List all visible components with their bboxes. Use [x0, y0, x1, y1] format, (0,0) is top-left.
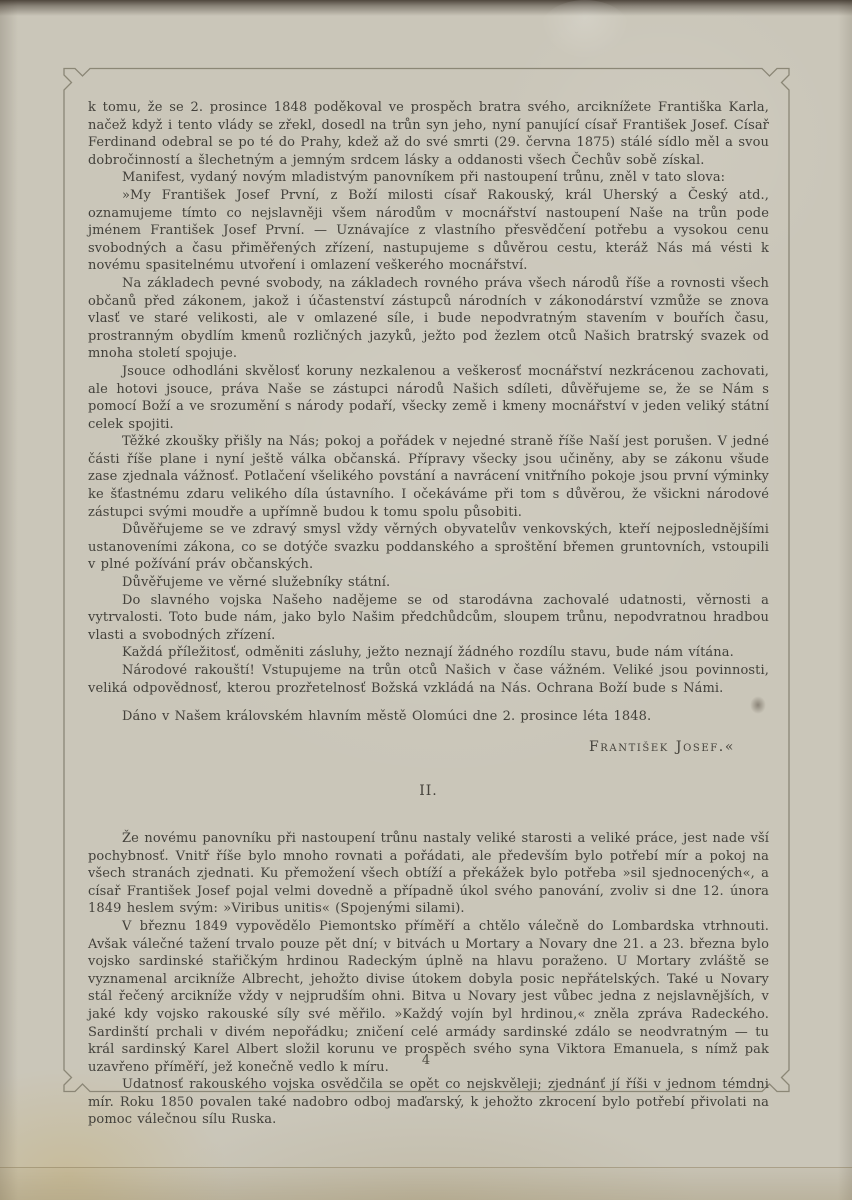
dateline: Dáno v Našem královském hlavním městě Olomúci dne 2. prosince léta 1848.	[122, 709, 652, 725]
body-paragraph: Udatnosť rakouského vojska osvědčila se opět co nejskvěleji; zjednánť jí říši v jednom témdni mír. Roku 1850 povalen také nadobro odboj maďarský, k jehožto zkrocení bylo potřebí přivolati na pomoc válečnou sílu Ruska.	[88, 1077, 769, 1128]
body-paragraph: Že novému panovníku při nastoupení trůnu nastaly veliké starosti a veliké práce, jest nade vší pochybnosť. Vnitř říše bylo mnoho rovnati a pořádati, ale především bylo potřebí mír a pokoj na všech stranách zjednati. Ku přemožení všech obtíží a překážek bylo potřeba »sil sjednocených«, a císař František Josef pojal velmi dovedně a případně úkol svého panování, zvoliv si dne 12. února 1849 heslem svým: »Viribus unitis« (Spojenými silami).	[88, 830, 769, 917]
body-paragraph: Do slavného vojska Našeho nadějeme se od starodávna zachovalé udatnosti, věrnosti a vytrvalosti. Toto bude nám, jako bylo Našim předchůdcům, sloupem trůnu, nepodvratnou hradbou vlasti a svobodných zřízení.	[88, 592, 769, 643]
text-content	[88, 99, 769, 1129]
body-paragraph: k tomu, že se 2. prosince 1848 poděkoval ve prospěch bratra svého, arciknížete Františka Karla, načež když i tento vlády se zřekl, dosedl na trůn syn jeho, nyní panující císař František Josef. Císař Ferdinand odebral se po té do Prahy, kdež až do své smrti (29. června 1875) stálé sídlo měl a svou dobročinností a šlechetným a jemným srdcem lásky a oddanosti všech Čechův sobě získal.	[88, 100, 769, 168]
body-paragraph: Každá příležitosť, odměniti zásluhy, ježto neznají žádného rozdílu stavu, bude nám vítána.	[122, 645, 734, 661]
scan-bottom-edge	[0, 1167, 852, 1200]
section-heading: II.	[419, 783, 438, 800]
body-paragraph: Jsouce odhodláni skvělosť koruny nezkalenou a veškerosť mocnářství nezkrácenou zachovati, ale hotovi jsouce, práva Naše se zástupci národů Našich sdíleti, důvěřujeme se, že se Nám s pomocí Boží a ve srozumění s národy podaří, všecky země i kmeny mocnářství v jeden veliký státní celek spojiti.	[88, 363, 769, 432]
signature: František Josef.«	[588, 738, 735, 755]
body-paragraph: V březnu 1849 vypovědělo Piemontsko příměří a chtělo válečně do Lombardska vtrhnouti. Avšak válečné tažení trvalo pouze pět dní; v bitvách u Mortary a Novary dne 21. a 23. března bylo vojsko sardinské stařičkým hrdinou Radeckým úplně na hlavu poraženo. U Mortary zvláště se vyznamenal arcikníže Albrecht, jehožto divise útokem dobyla posic nepřátelských. Také u Novary stál řečený arcikníže vždy v nejprudším ohni. Bitva u Novary jest vůbec jedna z nejslavnějších, v jaké kdy vojsko rakouské síly své měřilo. »Každý vojín byl hrdinou,« zněla zpráva Radeckého. Sardinští prchali v divém nepořádku; zničení celé armády sardinské zdálo se neodvratným — tu král sardinský Karel Albert složil korunu ve prospěch svého syna Viktora Emanuela, s nímž pak uzavřeno příměří, jež konečně vedlo k míru.	[88, 918, 769, 1075]
body-paragraph: Manifest, vydaný novým mladistvým panovníkem při nastoupení trůnu, zněl v tato slova:	[122, 170, 726, 186]
page-number: 4	[421, 1053, 431, 1068]
body-paragraph: Důvěřujeme se ve zdravý smysl vždy věrných obyvatelův venkovských, kteří nejposlednějšími ustanoveními zákona, co se dotýče svazku poddanského a sproštění břemen gruntovních, vstoupili v plné požívání práv občanských.	[88, 522, 769, 573]
body-paragraph: Těžké zkoušky přišly na Nás; pokoj a pořádek v nejedné straně říše Naší jest porušen. V jedné části říše plane i nyní ještě válka občanská. Přípravy všecky jsou učiněny, aby se zákonu všude zase zjednala vážnosť. Potlačení všelikého povstání a navrácení vnitřního pokoje jsou první výminky ke šťastnému zdaru velikého díla ústavního. I očekáváme při tom s důvěrou, že všickni národové zástupci svými moudře a upřímně budou k tomu spolu působiti.	[88, 434, 769, 520]
body-paragraph: »My František Josef První, z Boží milosti císař Rakouský, král Uherský a Český atd., oznamujeme tímto co nejslavněji všem národům v mocnářství nastoupení Naše na trůn pode jménem František Josef První. — Uznávajíce z vlastního přesvědčení potřebu a vysokou cenu svobodných a času přiměřených zřízení, nastupujeme s důvěrou cestu, kteráž Nás má vésti k novému spasitelnému utvoření i omlazení veškerého mocnářství.	[88, 187, 769, 274]
body-paragraph: Důvěřujeme ve věrné služebníky státní.	[122, 575, 391, 591]
body-paragraph: Na základech pevné svobody, na základech rovného práva všech národů říše a rovnosti všech občanů před zákonem, jakož i účastenství zástupců národních v zákonodárství vzmůže se znova vlasť ve staré velikosti, ale v omlazené síle, i bude nepodvratným stavením v bouřích času, prostranným obydlím kmenů rozličných jazyků, ježto pod žezlem otců Našich bratrský svazek od mnoha století spojuje.	[88, 275, 769, 362]
ink-smudge	[750, 696, 766, 714]
body-paragraph: Národové rakouští! Vstupujeme na trůn otců Našich v čase vážném. Veliké jsou povinnosti, veliká odpovědnosť, kterou prozřetelnosť Božská vzkládá na Nás. Ochrana Boží bude s Námi.	[88, 663, 769, 696]
